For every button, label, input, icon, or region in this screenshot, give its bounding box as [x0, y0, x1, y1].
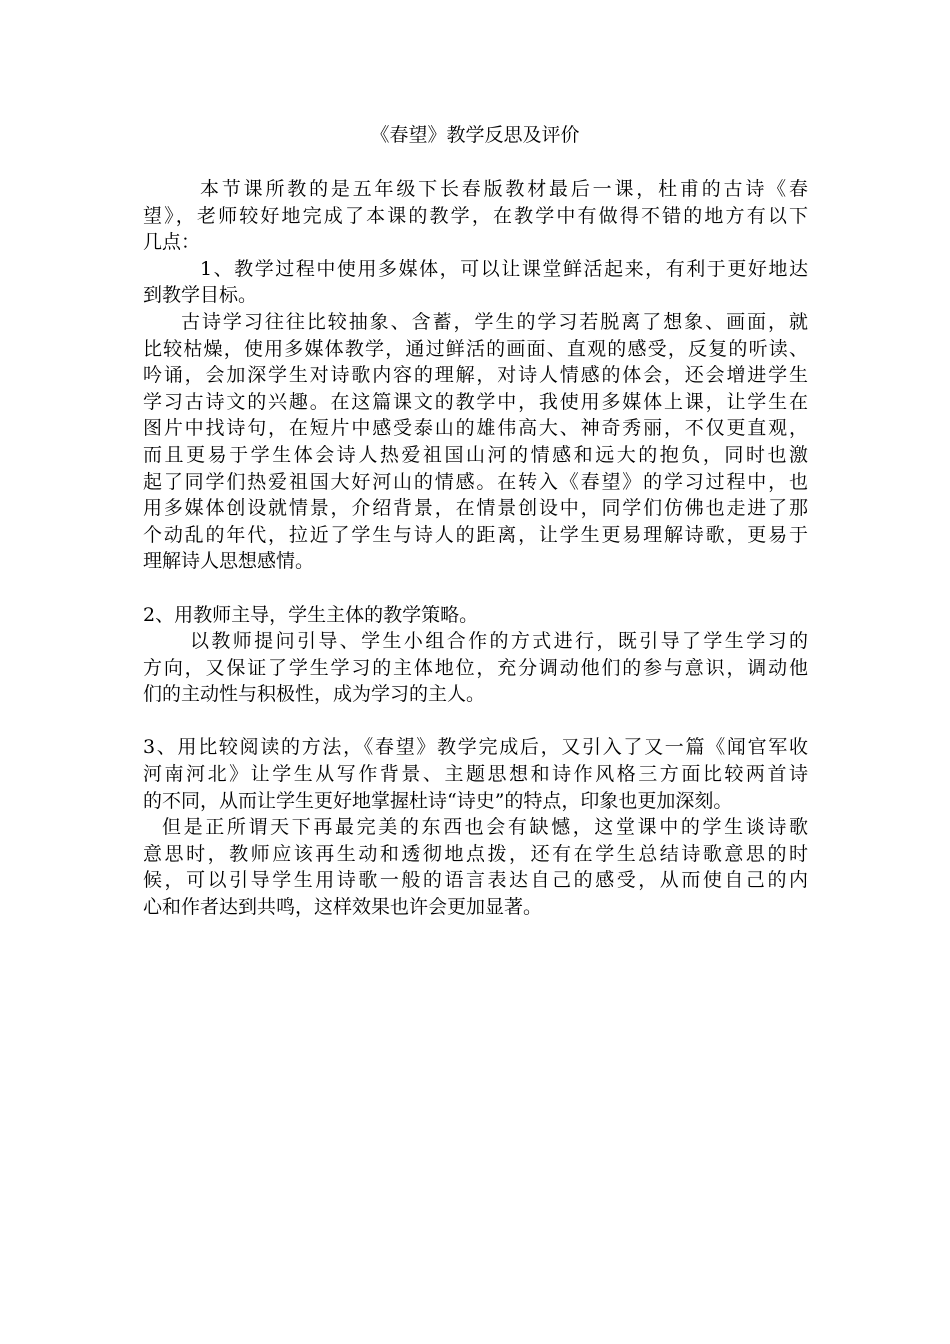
text-line: 用多媒体创设就情景，介绍背景，在情景创设中，同学们仿佛也走进了那	[143, 497, 808, 520]
paragraph-2	[143, 256, 808, 309]
text-line: 候，可以引导学生用诗歌一般的语言表达自己的感受，从而使自己的内	[143, 869, 808, 892]
text-line: 的不同，从而让学生更好地掌握杜诗“诗史”的特点，印象也更加深刻。	[143, 789, 733, 812]
document-title: 《春望》教学反思及评价	[370, 124, 580, 146]
paragraph-6	[143, 734, 808, 814]
text-line: 到教学目标。	[143, 284, 258, 307]
text-line: 意思时，教师应该再生动和透彻地点拨，还有在学生总结诗歌意思的时	[143, 842, 808, 865]
text-line: 们的主动性与积极性，成为学习的主人。	[143, 683, 486, 706]
text-line: 比较枯燥，使用多媒体教学，通过鲜活的画面、直观的感受，反复的听读、	[143, 337, 808, 360]
text-line: 理解诗人思想感情。	[143, 550, 315, 573]
text-line: 而且更易于学生体会诗人热爱祖国山河的情感和远大的抱负，同时也激	[143, 443, 808, 466]
paragraph-1	[143, 176, 808, 256]
text-line: 2、用教师主导，学生主体的教学策略。	[143, 603, 479, 626]
text-line: 3、用比较阅读的方法，《春望》教学完成后，又引入了又一篇《闻官军收	[143, 736, 808, 759]
paragraph-3	[143, 309, 808, 575]
text-line: 几点：	[143, 231, 201, 254]
text-line: 望》，老师较好地完成了本课的教学，在教学中有做得不错的地方有以下	[143, 204, 808, 227]
text-line: 但是正所谓天下再最完美的东西也会有缺憾，这堂课中的学生谈诗歌	[162, 816, 808, 839]
text-line: 学习古诗文的兴趣。在这篇课文的教学中，我使用多媒体上课，让学生在	[143, 390, 808, 413]
text-line: 起了同学们热爱祖国大好河山的情感。在转入《春望》的学习过程中，也	[143, 470, 808, 493]
text-line: 图片中找诗句，在短片中感受泰山的雄伟高大、神奇秀丽，不仅更直观，	[143, 417, 808, 440]
text-line: 1、教学过程中使用多媒体，可以让课堂鲜活起来，有利于更好地达	[200, 257, 808, 280]
paragraph-7	[143, 814, 808, 920]
paragraph-5	[143, 628, 808, 708]
blank-line	[143, 708, 808, 735]
text-line: 方向，又保证了学生学习的主体地位，充分调动他们的参与意识，调动他	[143, 656, 808, 679]
text-line: 吟诵，会加深学生对诗歌内容的理解，对诗人情感的体会，还会增进学生	[143, 364, 808, 387]
paragraph-4	[143, 602, 808, 629]
text-line: 个动乱的年代，拉近了学生与诗人的距离，让学生更易理解诗歌，更易于	[143, 523, 808, 546]
blank-line	[143, 575, 808, 602]
text-line: 河南河北》让学生从写作背景、主题思想和诗作风格三方面比较两首诗	[143, 763, 808, 786]
document-body	[143, 176, 808, 921]
text-line: 心和作者达到共鸣，这样效果也许会更加显著。	[143, 896, 543, 919]
text-line: 本节课所教的是五年级下长春版教材最后一课，杜甫的古诗《春	[200, 178, 808, 200]
text-line: 以教师提问引导、学生小组合作的方式进行，既引导了学生学习的	[190, 630, 808, 653]
text-line: 古诗学习往往比较抽象、含蓄，学生的学习若脱离了想象、画面，就	[181, 310, 808, 333]
